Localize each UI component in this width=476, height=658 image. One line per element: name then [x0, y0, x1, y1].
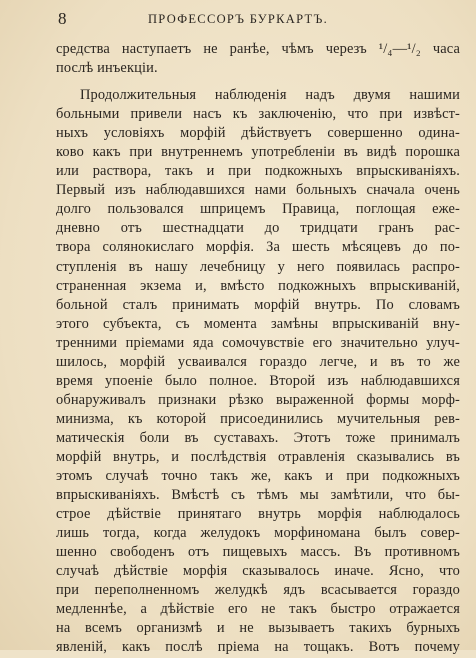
text-line: время упоеніе было полное. Второй изъ наблюдавшихся: [56, 372, 460, 389]
text-line: явленій, какъ послѣ пріема на тощакъ. Вотъ почему: [56, 639, 460, 656]
text-line: случаѣ дѣйствіе морфія сказывалось иначе. Ясно, что: [56, 563, 460, 580]
text-line: долго пользовался шприцемъ Правица, поглощая еже-: [56, 201, 460, 218]
text-line: впрыскиваніяхъ. Вмѣстѣ съ тѣмъ мы замѣтили, что бы-: [56, 487, 460, 504]
text-line: обнаруживалъ признаки рѣзко выраженной формы морф-: [56, 391, 460, 408]
text-line: ныхъ условіяхъ морфій дѣйствуетъ совершенно одина-: [56, 125, 460, 142]
text-line: тренними пріемами яда сомочувствіе его значительно улуч-: [56, 334, 460, 351]
text-line: шилось, морфій усваивался гораздо легче, и въ то же: [56, 353, 460, 370]
running-head: [0, 9, 476, 29]
paragraph-2: [56, 86, 460, 657]
text-line: или раствора, такъ и при подкожныхъ впрыскиваніяхъ.: [56, 163, 460, 180]
text-line: Первый изъ наблюдавшихся нами больныхъ сначала очень: [56, 182, 460, 199]
text-line: средства наступаетъ не ранѣе, чѣмъ черезъ ¹/₄—¹/₂ часа: [56, 41, 460, 57]
page-number: 8: [58, 9, 67, 28]
body-text: [56, 40, 460, 658]
text-line: шенно свободенъ отъ пищевыхъ массъ. Въ противномъ: [56, 544, 460, 561]
text-line: лишь тогда, когда желудокъ морфиномана былъ совер-: [56, 525, 460, 542]
paragraph-1: [56, 40, 460, 78]
text-line: твора солянокислаго морфія. За шесть мѣсяцевъ до по-: [56, 239, 460, 256]
text-line: медленнѣе, а дѣйствіе его не такъ быстро отражается: [56, 601, 460, 618]
text-line: строе дѣйствіе принятаго внутрь морфія наблюдалось: [56, 506, 460, 523]
text-line: на всемъ организмѣ и не вызываетъ такихъ бурныхъ: [56, 620, 460, 637]
text-line: морфій внутрь, и послѣдствія отравленія сказывались въ: [56, 448, 460, 465]
text-line: этого субъекта, съ момента замѣны впрыскиваній вну-: [56, 315, 460, 332]
text-line: больными привели насъ къ заключенію, что при извѣст-: [56, 106, 460, 123]
text-line: при переполненномъ желудкѣ ядъ всасывается гораздо: [56, 582, 460, 599]
text-line: минизма, къ которой присоединились мучительныя рев-: [56, 410, 460, 427]
text-line: Продолжительныя наблюденія надъ двумя нашими: [80, 87, 460, 104]
text-line: больной сталъ принимать морфій внутрь. По словамъ: [56, 296, 460, 313]
running-title: ПРОФЕССОРЪ БУРКАРТЪ.: [147, 12, 329, 26]
text-line: страненная экзема и, вмѣсто подкожныхъ впрыскиваній,: [56, 277, 460, 294]
text-line: дневно отъ шестнадцати до тридцати гранъ рас-: [56, 220, 460, 237]
text-line: ступленія въ нашу лечебницу у него появилась распро-: [56, 258, 460, 275]
text-line: ково какъ при внутреннемъ употребленіи въ видѣ порошка: [56, 144, 460, 161]
text-line: матическія боли въ суставахъ. Этотъ тоже принималъ: [56, 429, 460, 446]
text-line: послѣ инъекціи.: [56, 60, 158, 77]
text-line: этомъ случаѣ точно такъ же, какъ и при подкожныхъ: [56, 468, 460, 485]
